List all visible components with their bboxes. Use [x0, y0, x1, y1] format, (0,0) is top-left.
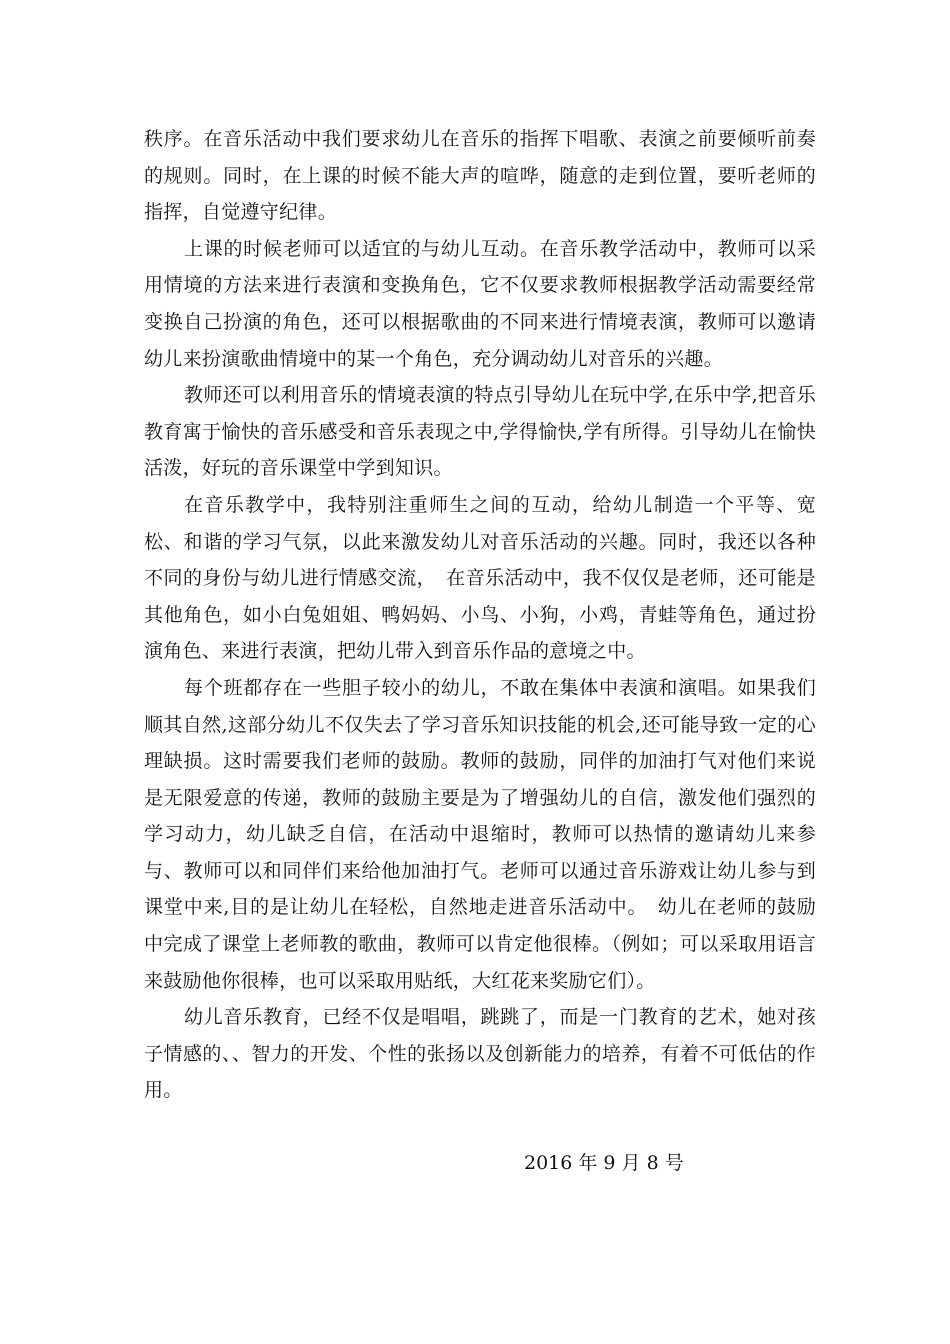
- paragraph-teacher-student-interaction: 在音乐教学中，我特别注重师生之间的互动，给幼儿制造一个平等、宽松、和谐的学习气氛，以此来激发幼儿对音乐活动的兴趣。同时，我还以各种不同的身份与幼儿进行情感交流， 在音乐活动中，我不仅仅是老师，还可能是其他角色，如小白兔姐姐、鸭妈妈、小鸟、小狗，小鸡，青蛙等角色，通过扮演角色、来进行表演，把幼儿带入到音乐作品的意境之中。: [144, 493, 816, 663]
- document-date: 2016 年 9 月 8 号: [524, 1152, 684, 1174]
- paragraph-teacher-interaction: 上课的时候老师可以适宜的与幼儿互动。在音乐教学活动中，教师可以采用情境的方法来进行表演和变换角色，它不仅要求教师根据教学活动需要经常变换自己扮演的角色，还可以根据歌曲的不同来进行情境表演，教师可以邀请幼儿来扮演歌曲情境中的某一个角色，充分调动幼儿对音乐的兴趣。: [144, 237, 816, 370]
- paragraph-conclusion: 幼儿音乐教育，已经不仅是唱唱，跳跳了，而是一门教育的艺术，她对孩子情感的、、智力的开发、个性的张扬以及创新能力的培养，有着不可低估的作用。: [144, 1006, 816, 1102]
- paragraph-continuation: 秩序。在音乐活动中我们要求幼儿在音乐的指挥下唱歌、表演之前要倾听前奏的规则。同时，在上课的时候不能大声的喧哗，随意的走到位置，要听老师的指挥，自觉遵守纪律。: [144, 128, 816, 224]
- paragraph-situational-performance: 教师还可以利用音乐的情境表演的特点引导幼儿在玩中学,在乐中学,把音乐教育寓于愉快的音乐感受和音乐表现之中,学得愉快,学有所得。引导幼儿在愉快活泼，好玩的音乐课堂中学到知识。: [144, 384, 816, 480]
- paragraph-encouragement: 每个班都存在一些胆子较小的幼儿，不敢在集体中表演和演唱。如果我们顺其自然,这部分幼儿不仅失去了学习音乐知识技能的机会,还可能导致一定的心理缺损。这时需要我们老师的鼓励。教师的鼓励，同伴的加油打气对他们来说是无限爱意的传递，教师的鼓励主要是为了增强幼儿的自信，激发他们强烈的学习动力，幼儿缺乏自信，在活动中退缩时，教师可以热情的邀请幼儿来参与、教师可以和同伴们来给他加油打气。老师可以通过音乐游戏让幼儿参与到课堂中来,目的是让幼儿在轻松，自然地走进音乐活动中。 幼儿在老师的鼓励中完成了课堂上老师教的歌曲，教师可以肯定他很棒。（例如；可以采取用语言来鼓励他你很棒，也可以采取用贴纸，大红花来奖励它们）。: [144, 676, 816, 992]
- body-text: [144, 121, 816, 1109]
